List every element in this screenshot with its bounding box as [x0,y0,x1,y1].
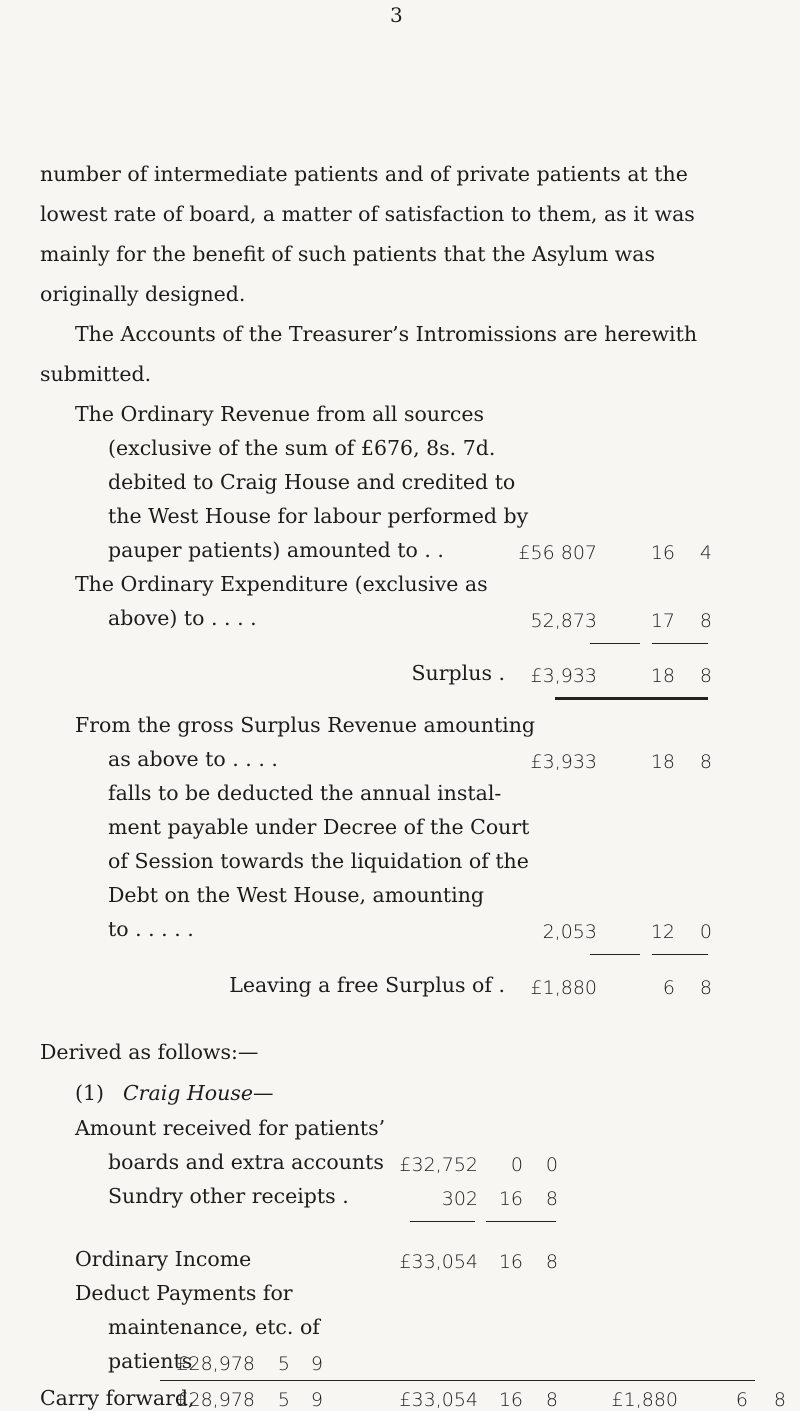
deduct-line: to . . . . . [108,917,194,941]
accounts-line: The Accounts of the Treasurer’s Intromissions are herewith [75,322,698,346]
free-shillings: 6 [662,977,675,999]
derived-heading: Derived as follows:— [40,1040,259,1064]
boards-shillings: 0 [510,1154,523,1176]
sundry-shillings: 16 [498,1188,523,1210]
revenue-line: The Ordinary Revenue from all sources [75,402,484,426]
carry-label: Carry forward, [40,1386,195,1410]
patients-label: patients [108,1349,193,1373]
deduct-payments-line: maintenance, etc. of [108,1315,320,1339]
deduct-line: falls to be deducted the annual instal- [108,781,502,805]
surplus-pounds: £3,933 [530,665,597,687]
section-number: (1) [75,1081,105,1105]
deduct-line: Debt on the West House, amounting [108,883,485,907]
carry-col1-pence: 9 [310,1389,323,1411]
revenue-line: (exclusive of the sum of £676, 8s. 7d. [108,436,496,460]
rule [590,954,640,955]
deduct-pence: 0 [699,921,712,943]
boards-label: boards and extra accounts [108,1150,384,1174]
carry-col2-shillings: 16 [498,1389,523,1411]
carry-col2-pounds: £33,054 [399,1389,478,1411]
deduct-line: ment payable under Decree of the Court [108,815,530,839]
boards-pounds: £32,752 [399,1154,478,1176]
rule [652,954,708,955]
expenditure-pence: 8 [699,610,712,632]
section-title: Craig House— [123,1081,274,1105]
ordinary-income-pence: 8 [545,1251,558,1273]
expenditure-line: The Ordinary Expenditure (exclusive as [75,572,488,596]
revenue-shillings: 16 [650,542,675,564]
deduct-shillings: 12 [650,921,675,943]
sundry-pence: 8 [545,1188,558,1210]
revenue-line: debited to Craig House and credited to [108,470,516,494]
intro-line: mainly for the benefit of such patients that the Asylum was [40,242,655,266]
sundry-label: Sundry other receipts . [108,1184,349,1208]
gross-pounds: £3,933 [530,751,597,773]
gross-line: From the gross Surplus Revenue amounting [75,713,536,737]
carry-col1-pounds: £28,978 [176,1389,255,1411]
carry-col3-shillings: 6 [735,1389,748,1411]
intro-line: number of intermediate patients and of private patients at the [40,162,688,186]
expenditure-shillings: 17 [650,610,675,632]
expenditure-line: above) to . . . . [108,606,257,630]
boards-pence: 0 [545,1154,558,1176]
gross-pence: 8 [699,751,712,773]
carry-rule [160,1380,755,1381]
intro-line: originally designed. [40,282,246,306]
rule [652,643,708,644]
surplus-pence: 8 [699,665,712,687]
carry-col3-pounds: £1,880 [611,1389,678,1411]
rule [486,1221,556,1222]
page-number: 3 [390,3,403,27]
ordinary-income-pounds: £33,054 [399,1251,478,1273]
revenue-pence: 4 [699,542,712,564]
ordinary-income-label: Ordinary Income [75,1247,252,1271]
deduct-line: of Session towards the liquidation of the [108,849,529,873]
patients-shillings: 5 [277,1353,290,1375]
deduct-payments-line: Deduct Payments for [75,1281,293,1305]
ordinary-income-shillings: 16 [498,1251,523,1273]
carry-col3-pence: 8 [773,1389,786,1411]
free-pence: 8 [699,977,712,999]
revenue-line: the West House for labour performed by [108,504,529,528]
rule [410,1221,475,1222]
sundry-pounds: 302 [441,1188,478,1210]
revenue-pounds: £56 807 [518,542,597,564]
patients-pounds: £28,978 [176,1353,255,1375]
rule [590,643,640,644]
deduct-pounds: 2,053 [542,921,597,943]
gross-line: as above to . . . . [108,747,278,771]
surplus-label: Surplus . [411,661,505,685]
gross-shillings: 18 [650,751,675,773]
amount-received-line: Amount received for patients’ [75,1116,386,1140]
accounts-line: submitted. [40,362,152,386]
surplus-shillings: 18 [650,665,675,687]
carry-col1-shillings: 5 [277,1389,290,1411]
patients-pence: 9 [310,1353,323,1375]
intro-line: lowest rate of board, a matter of satisfaction to them, as it was [40,202,695,226]
double-rule [555,697,708,700]
carry-col2-pence: 8 [545,1389,558,1411]
revenue-line: pauper patients) amounted to . . [108,538,444,562]
expenditure-pounds: 52,873 [530,610,597,632]
free-surplus-label: Leaving a free Surplus of . [229,973,505,997]
free-pounds: £1,880 [530,977,597,999]
